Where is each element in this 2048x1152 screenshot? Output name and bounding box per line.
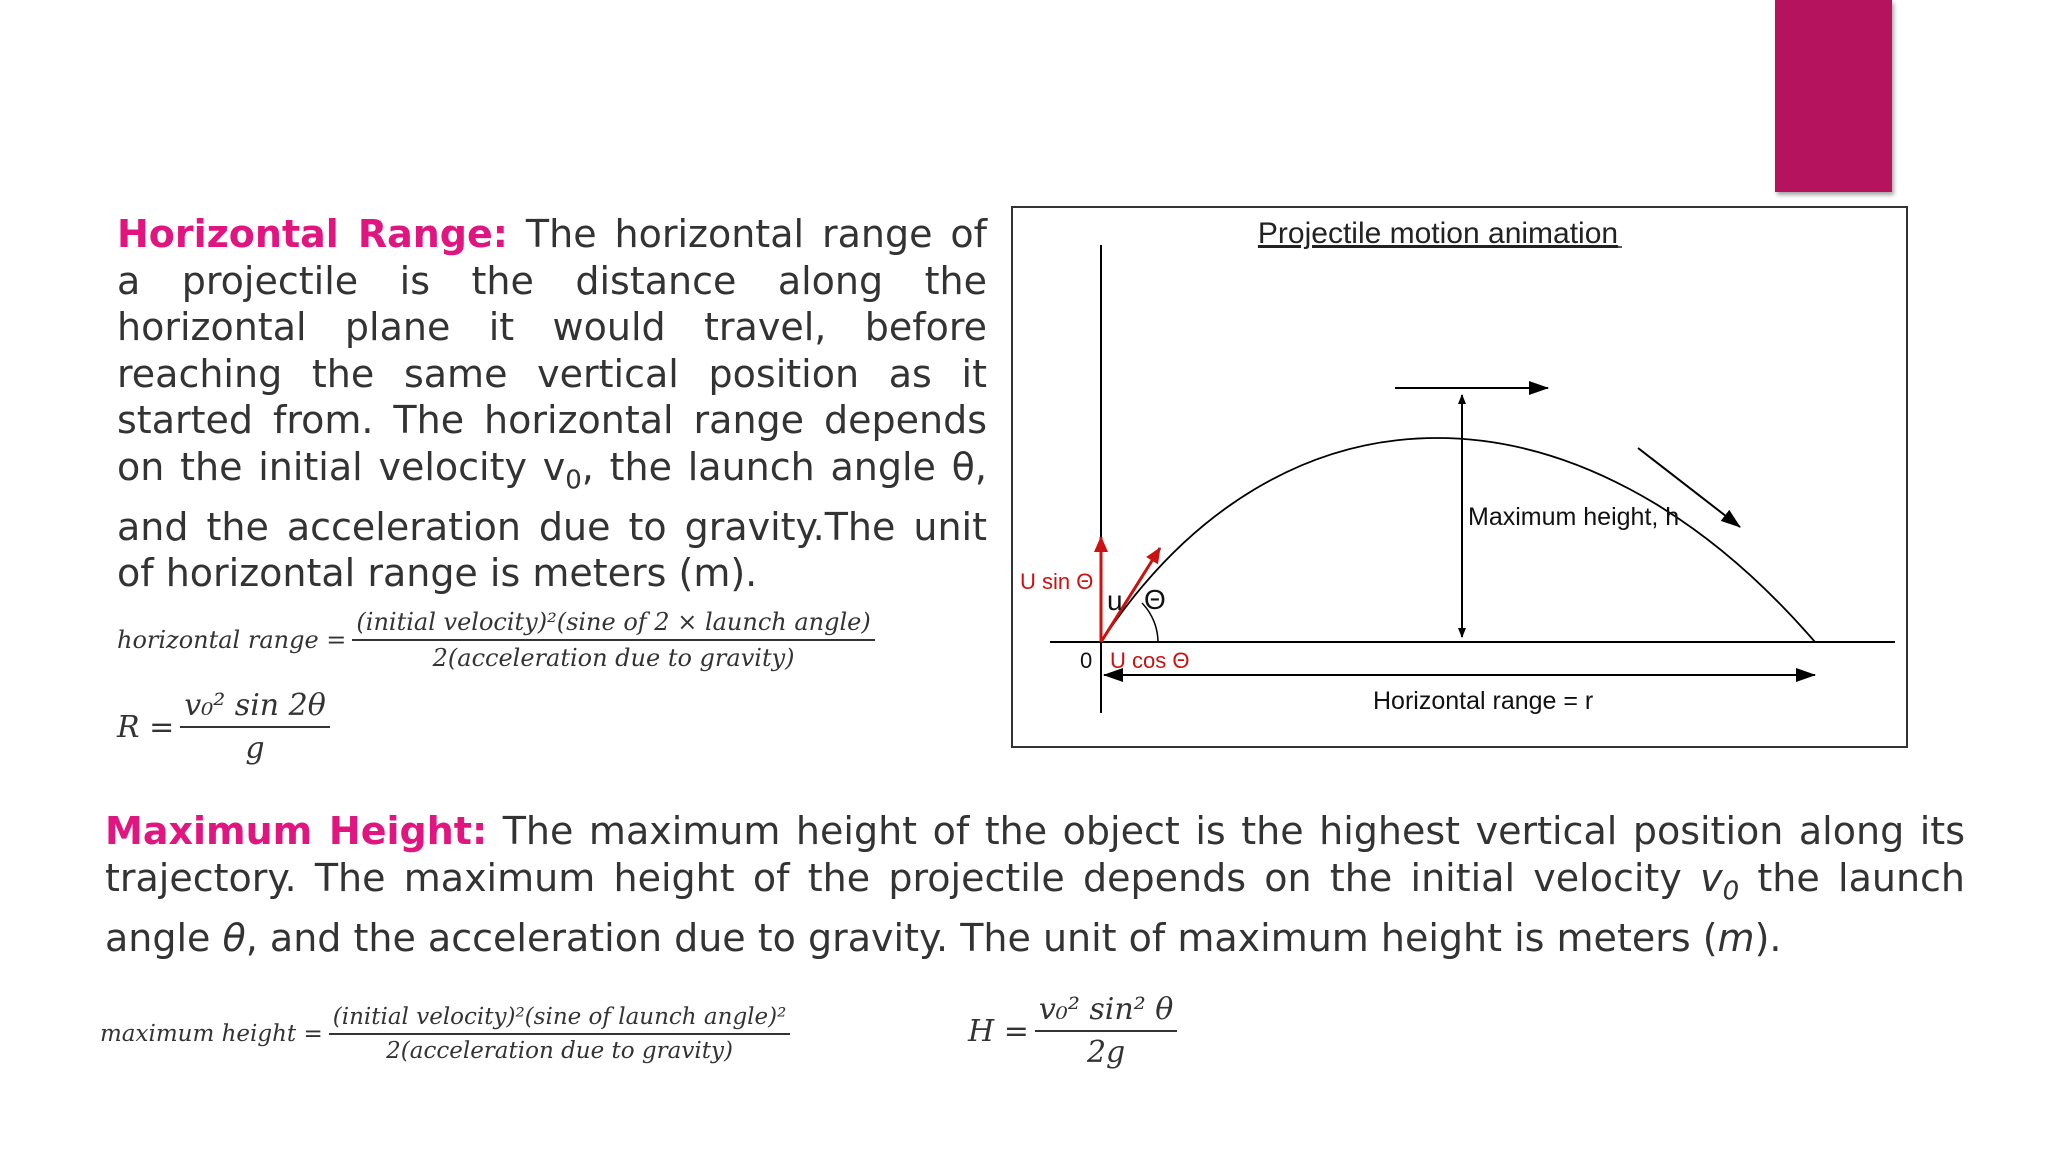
height-formula-words-numerator: (initial velocity)²(sine of launch angle)² (329, 1004, 791, 1035)
range-formula-symbols-fraction (180, 688, 330, 766)
height-formula-words (100, 1004, 790, 1064)
theta-label: Θ (1144, 584, 1166, 615)
maximum-height-heading: Maximum Height: (105, 809, 488, 853)
height-formula-symbols (968, 992, 1177, 1070)
height-formula-symbols-lhs: H = (968, 1013, 1029, 1049)
theta-symbol: θ (222, 915, 246, 960)
height-formula-words-fraction (329, 1004, 791, 1064)
usin-label: U sin Θ (1020, 569, 1094, 594)
horizontal-range-text-a: The horizontal range of a projectile is the distance along the horizontal plane it would travel, before reaching the same vertical position as it started from. The horizontal range depends on the initial velocity v (117, 212, 987, 489)
range-formula-words (117, 608, 875, 672)
diagram-title: Projectile motion animation (1257, 217, 1619, 250)
horizontal-range-heading: Horizontal Range: (117, 212, 508, 256)
u-label: u (1107, 585, 1123, 616)
range-formula-words-denominator: 2(acceleration due to gravity) (432, 644, 795, 672)
horizontal-range-subscript: 0 (565, 465, 582, 496)
maximum-height-paragraph (105, 808, 1965, 961)
maximum-height-text-c: , and the acceleration due to gravity. The unit of maximum height is meters ( (245, 915, 1718, 960)
projectile-diagram (1010, 205, 1910, 751)
maximum-height-text-d: ). (1754, 915, 1782, 960)
maximum-height-text-b: the launch angle (105, 855, 1966, 960)
range-formula-symbols-lhs: R = (117, 709, 175, 745)
velocity-symbol: v (1700, 855, 1723, 900)
height-formula-symbols-denominator: 2g (1086, 1035, 1126, 1070)
velocity-subscript: 0 (1722, 876, 1740, 907)
ucos-label: U cos Θ (1110, 648, 1190, 673)
range-formula-symbols-denominator: g (245, 731, 265, 766)
height-formula-words-denominator: 2(acceleration due to gravity) (386, 1038, 733, 1064)
origin-label: 0 (1080, 648, 1093, 673)
maximum-height-text-a: The maximum height of the object is the highest vertical position along its trajectory. The maximum height of the projectile depends on the initial velocity (105, 809, 1965, 900)
range-formula-symbols (117, 688, 330, 766)
height-formula-words-lhs: maximum height = (100, 1021, 323, 1047)
horizontal-range-paragraph (117, 211, 987, 597)
accent-bar (1775, 0, 1892, 192)
range-label: Horizontal range = r (1373, 687, 1594, 715)
range-formula-words-fraction (352, 608, 874, 672)
horizontal-range-text-b: , the launch angle θ, and the acceleration due to gravity.The unit of horizontal range is meters (m). (117, 444, 987, 596)
height-formula-symbols-fraction (1035, 992, 1177, 1070)
range-formula-words-numerator: (initial velocity)²(sine of 2 × launch angle) (352, 608, 874, 641)
meter-symbol: m (1717, 915, 1755, 960)
range-formula-words-lhs: horizontal range = (117, 626, 347, 654)
max-height-label: Maximum height, h (1468, 503, 1680, 531)
height-formula-symbols-numerator: v₀² sin² θ (1035, 992, 1177, 1032)
range-formula-symbols-numerator: v₀² sin 2θ (180, 688, 330, 728)
